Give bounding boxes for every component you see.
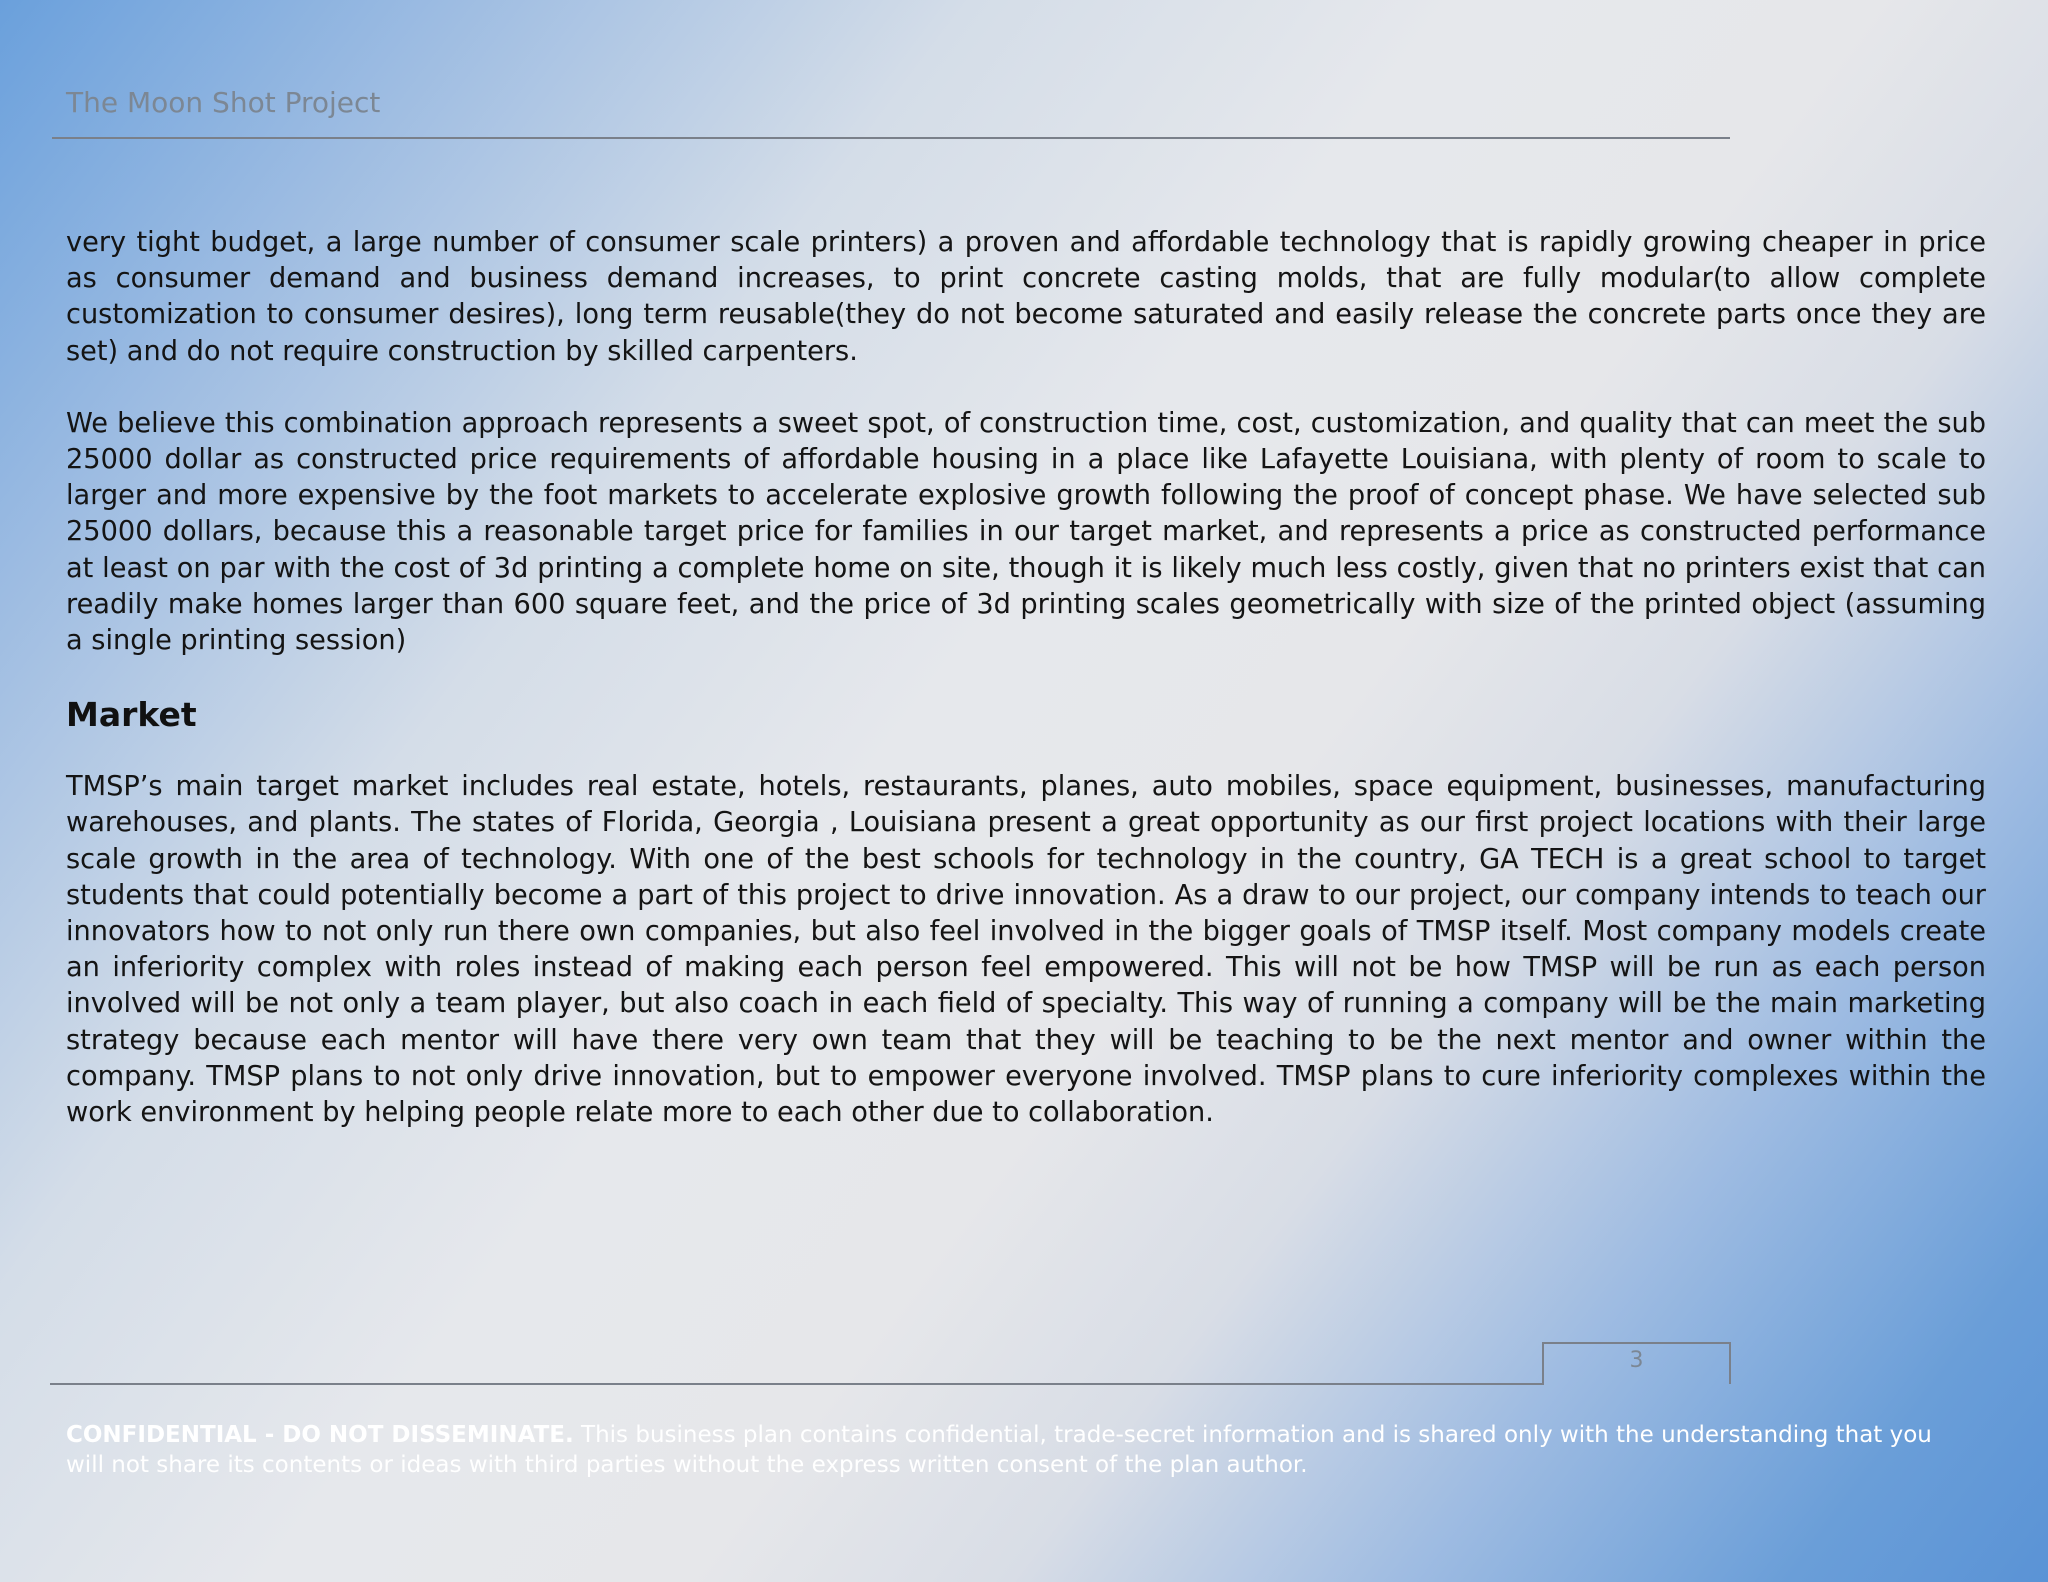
body-content — [66, 225, 1986, 1167]
paragraph-combination-approach: We believe this combination approach represents a sweet spot, of construction time, cost, customization, and quality that can meet the sub 25000 dollar as constructed price requirements of affordable housing in a place like Lafayette Louisiana, with plenty of room to scale to larger and more expensive by the foot markets to accelerate explosive growth following the proof of concept phase. We have selected sub 25000 dollars, because this a reasonable target price for families in our target market, and represents a price as constructed performance at least on par with the cost of 3d printing a complete home on site, though it is likely much less costly, given that no printers exist that can readily make homes larger than 600 square feet, and the price of 3d printing scales geometrically with size of the printed object (assuming a single printing session) — [66, 407, 1986, 657]
page-number: 3 — [1542, 1342, 1731, 1384]
confidential-label: CONFIDENTIAL - DO NOT DISSEMINATE. — [66, 1422, 574, 1448]
header-divider — [52, 137, 1730, 139]
market-paragraph: TMSP’s main target market includes real estate, hotels, restaurants, planes, auto mobiles, space equipment, businesses, manufacturing warehouses, and plants. The states of Florida, Georgia , Louisiana present a great opportunity as our first project locations with their large scale growth in the area of technology. With one of the best schools for technology in the country, GA TECH is a great school to target students that could potentially become a part of this project to drive innovation. As a draw to our project, our company intends to teach our innovators how to not only run there own companies, but also feel involved in the bigger goals of TMSP itself. Most company models create an inferiority complex with roles instead of making each person feel empowered. This will not be how TMSP will be run as each person involved will be not only a team player, but also coach in each field of specialty. This way of running a company will be the main marketing strategy because each mentor will have there very own team that they will be teaching to be the next mentor and owner within the company. TMSP plans to not only drive innovation, but to empower everyone involved. TMSP plans to cure inferiority complexes within the work environment by helping people relate more to each other due to collaboration. — [66, 771, 1986, 1129]
header-title: The Moon Shot Project — [66, 86, 381, 119]
confidential-text: This business plan contains confidential, trade-secret information and is shared only with the understanding that you will not share its contents or ideas with third parties without the express written consent of the plan author. — [66, 1422, 1932, 1478]
confidentiality-notice — [66, 1420, 1966, 1480]
paragraph-printing-molds: very tight budget, a large number of consumer scale printers) a proven and affordable technology that is rapidly growing cheaper in price as consumer demand and business demand increases, to print concrete casting molds, that are fully modular(to allow complete customization to consumer desires), long term reusable(they do not become saturated and easily release the concrete parts once they are set) and do not require construction by skilled carpenters. — [66, 227, 1986, 367]
footer-divider — [50, 1383, 1544, 1385]
market-heading: Market — [66, 695, 197, 735]
